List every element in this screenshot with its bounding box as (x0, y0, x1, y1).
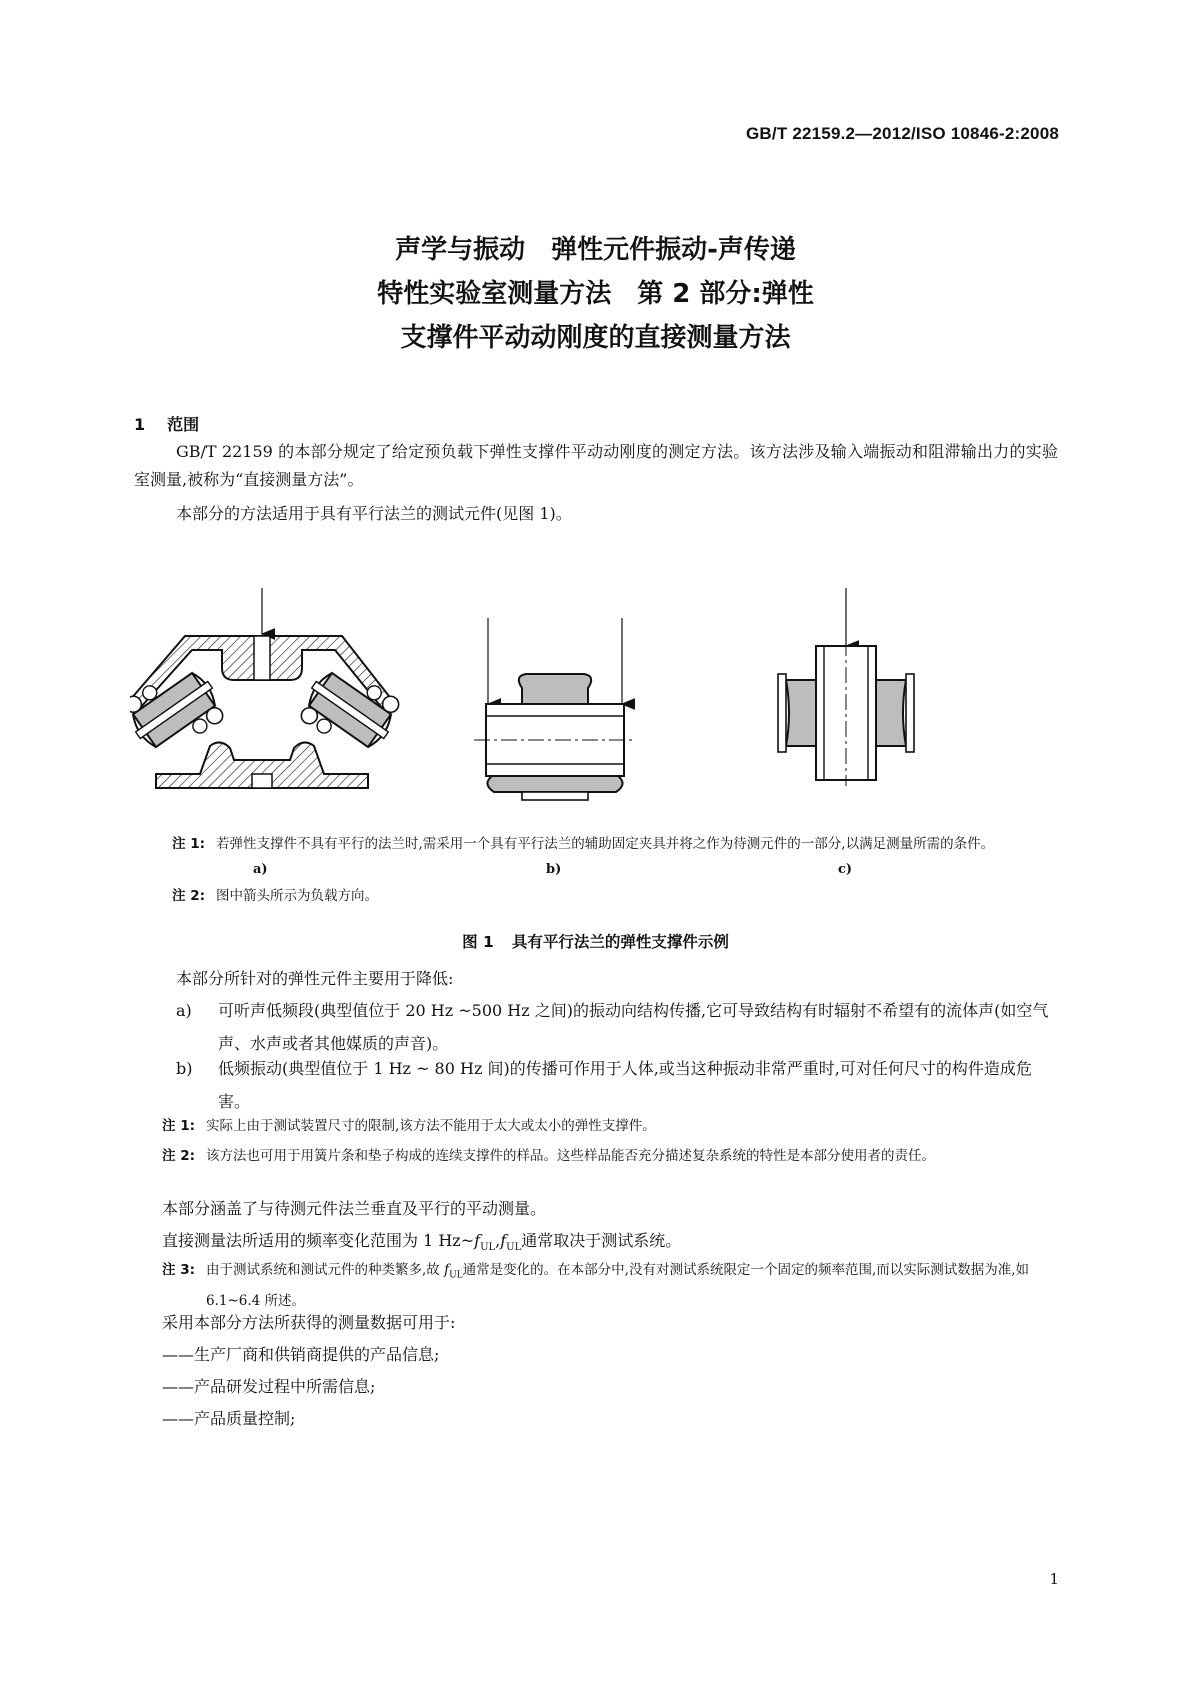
use-item-2: ——产品研发过程中所需信息; (162, 1377, 376, 1396)
figure-1a-mount (130, 588, 407, 788)
note-text: 图中箭头所示为负载方向。 (216, 888, 378, 904)
f-subscript: UL (480, 1242, 496, 1254)
section-number: 1 (134, 415, 146, 434)
list-text: 可听声低频段(典型值位于 20 Hz ~500 Hz 之间)的振动向结构传播,它可导致结构有时辐射不希望有的流体声(如空气声、水声或者其他媒质的声音)。 (218, 1001, 1049, 1053)
page-number: 1 (1049, 1570, 1059, 1588)
figure-caption (0, 930, 1191, 952)
scope-paragraph: GB/T 22159 的本部分规定了给定预负载下弹性支撑件平动动刚度的测定方法。该方法涉及输入端振动和阻滞输出力的实验室测量,被称为“直接测量方法”。 (134, 442, 1058, 489)
note-label: 注 1: (172, 836, 205, 852)
figure-sublabel-c: c) (838, 862, 853, 877)
figure-note-1 (172, 832, 1060, 857)
note-text: 若弹性支撑件不具有平行的法兰时,需采用一个具有平行法兰的辅助固定夹具并将之作为待测元件的一部分,以满足测量所需的条件。 (216, 836, 995, 852)
f-symbol: f (500, 1231, 507, 1250)
use-item-1: ——生产厂商和供销商提供的产品信息; (162, 1345, 440, 1364)
title-line-3: 支撑件平动动刚度的直接测量方法 (400, 323, 791, 353)
document-title (0, 228, 1191, 360)
note-label: 注 3: (162, 1262, 195, 1278)
note-label: 注 2: (162, 1148, 195, 1164)
reduction-intro: 本部分所针对的弹性元件主要用于降低: (176, 969, 454, 988)
coverage-sentence: 本部分涵盖了与待测元件法兰垂直及平行的平动测量。 (162, 1199, 547, 1218)
standard-number: GB/T 22159.2—2012/ISO 10846-2:2008 (746, 124, 1059, 143)
uses-intro: 采用本部分方法所获得的测量数据可用于: (162, 1313, 456, 1332)
f-subscript: UL (506, 1242, 522, 1254)
note-label: 注 1: (162, 1118, 195, 1134)
body-note-1 (162, 1114, 1050, 1139)
figure-note-2 (172, 884, 1060, 909)
freq-sep: , (495, 1231, 501, 1250)
freq-post: 通常取决于测试系统。 (521, 1231, 682, 1250)
section-title: 范围 (167, 415, 200, 434)
section-heading (134, 412, 221, 435)
title-line-1: 声学与振动 弹性元件振动-声传递 (395, 235, 796, 265)
list-text: 低频振动(典型值位于 1 Hz ~ 80 Hz 间)的传播可作用于人体,或当这种振动非常严重时,可对任何尺寸的构件造成危害。 (218, 1059, 1032, 1111)
figure-sublabel-b: b) (546, 862, 562, 877)
use-item-3: ——产品质量控制; (162, 1409, 296, 1428)
freq-pre: 直接测量法所适用的频率变化范围为 1 Hz~ (162, 1231, 475, 1250)
f-subscript: UL (449, 1270, 463, 1281)
f-symbol: f (474, 1231, 481, 1250)
list-label: a) (176, 1001, 192, 1020)
list-label: b) (176, 1059, 193, 1078)
body-note-2 (162, 1144, 1050, 1169)
figure-1c-mount (778, 588, 914, 786)
note-label: 注 2: (172, 888, 205, 904)
applicability-paragraph: 本部分的方法适用于具有平行法兰的测试元件(见图 1)。 (176, 504, 572, 523)
figure-caption-text: 具有平行法兰的弹性支撑件示例 (511, 933, 729, 951)
note-text: 该方法也可用于用簧片条和垫子构成的连续支撑件的样品。这些样品能否充分描述复杂系统的特性是本部分使用者的责任。 (206, 1148, 935, 1164)
note-text: 实际上由于测试装置尺寸的限制,该方法不能用于太大或太小的弹性支撑件。 (206, 1118, 656, 1134)
list-item-b (176, 1052, 1058, 1118)
figure-caption-number: 图 1 (462, 933, 494, 951)
f-symbol: f (444, 1262, 450, 1278)
note-text: 由于测试系统和测试元件的种类繁多,故 $f_{UL}$通常是变化的。在本部分中,没有对测试系统限定一个固定的频率范围,而以实际测试数据为准,如 6.1~6.4 所述。 (206, 1262, 1030, 1309)
figure-sublabel-a: a) (253, 862, 268, 877)
figure-1b-mount (474, 618, 636, 800)
title-line-2: 特性实验室测量方法 第 2 部分:弹性 (377, 279, 814, 309)
list-item-a (176, 994, 1058, 1060)
